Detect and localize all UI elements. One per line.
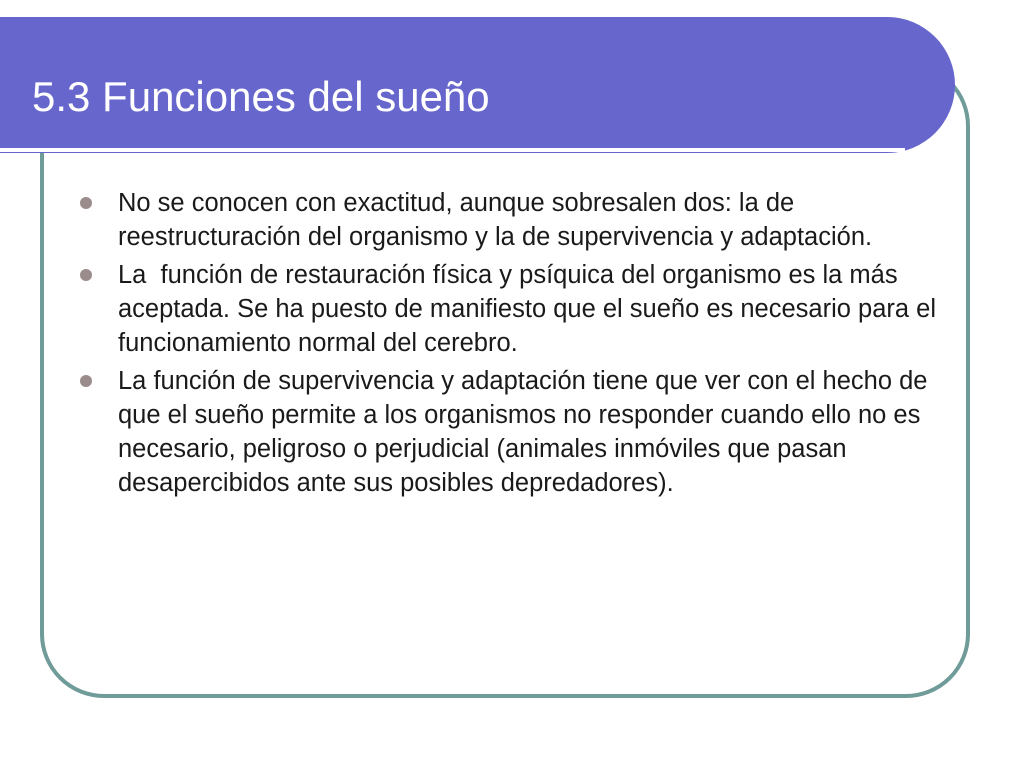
bullet-dot-icon	[80, 269, 92, 281]
bullet-dot-icon	[80, 375, 92, 387]
title-underline	[0, 148, 905, 152]
bullet-item-3	[78, 364, 938, 500]
bullet-text: La función de restauración física y psíquica del organismo es la más aceptada. Se ha puesto de manifiesto que el sueño es necesario para el funcionamiento normal del cerebro.	[118, 261, 944, 357]
title-bar	[0, 17, 955, 153]
bullet-text: La función de supervivencia y adaptación tiene que ver con el hecho de que el sueño permite a los organismos no responder cuando ello no es necesario, peligroso o perjudicial (animales inmóviles que pasan desapercibidos ante sus posibles depredadores).	[118, 367, 935, 497]
bullet-list	[78, 186, 944, 504]
bullet-item-1	[78, 186, 938, 254]
bullet-item-2	[78, 258, 944, 360]
slide-title: 5.3 Funciones del sueño	[32, 73, 490, 120]
bullet-text: No se conocen con exactitud, aunque sobresalen dos: la de reestructuración del organismo y la de supervivencia y adaptación.	[118, 189, 873, 251]
bullet-dot-icon	[80, 197, 92, 209]
